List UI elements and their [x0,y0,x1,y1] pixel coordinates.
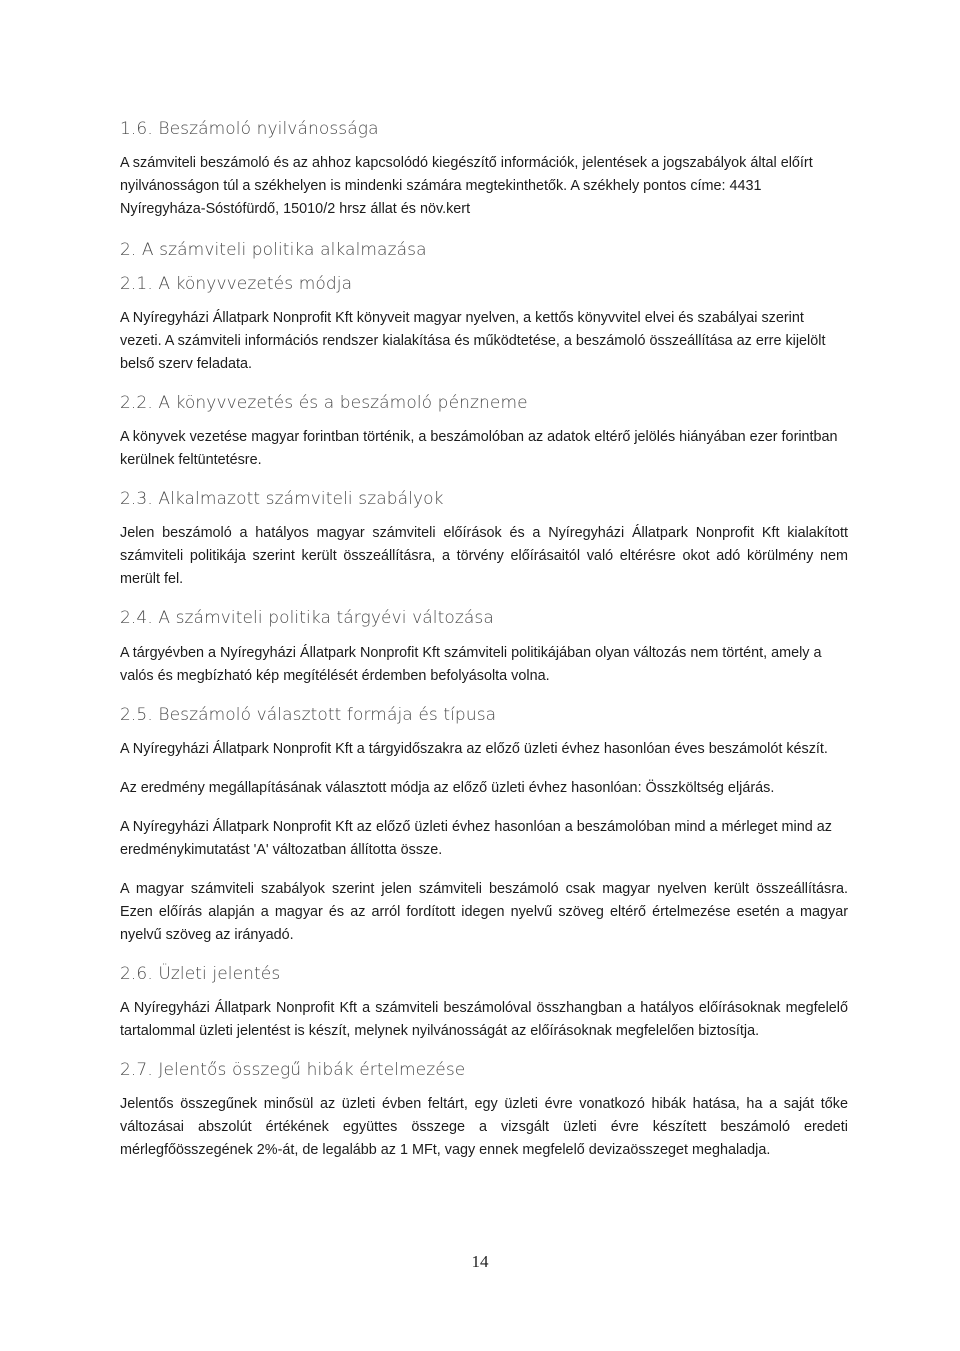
heading-2-1: 2.1. A könyvvezetés módja [120,274,353,295]
paragraph-2-5-d: A magyar számviteli szabályok szerint jelen számviteli beszámoló csak magyar nyelven került összeállításra. Ezen előírás alapján a magyar és az arról fordított idegen nyelvű szöveg eltérő értelmezése esetén a magyar nyelvű szöveg az irányadó. [120,880,848,943]
document-body [120,118,848,1178]
heading-2-5: 2.5. Beszámoló választott formája és típusa [120,704,497,725]
heading-2-7: 2.7. Jelentős összegű hibák értelmezése [120,1059,466,1080]
heading-2-4: 2.4. A számviteli politika tárgyévi változása [120,608,494,629]
heading-2-2: 2.2. A könyvvezetés és a beszámoló pénzneme [120,393,528,414]
heading-1-6: 1.6. Beszámoló nyilvánossága [120,119,379,139]
paragraph-2-1: A Nyíregyházi Állatpark Nonprofit Kft könyveit magyar nyelven, a kettős könyvvitel elvei és szabályai szerint vezeti. A számviteli információs rendszer kialakítása és működtetése, a beszámoló összeállítása az erre kijelölt belső szerv feladata. [120,310,826,373]
paragraph-2-5-a: A Nyíregyházi Állatpark Nonprofit Kft a tárgyidőszakra az előző üzleti évhez hasonlóan éves beszámolót készít. [120,740,828,757]
heading-2-6: 2.6. Üzleti jelentés [120,963,281,984]
page-number: 14 [471,1252,489,1271]
paragraph-2-7: Jelentős összegűnek minősül az üzleti évben feltárt, egy üzleti évre vonatkozó hibák hatása, ha a saját tőke változásai abszolút értékének együttes összege a vizsgált üzleti évre készített beszámoló eredeti mérlegfőösszegének 2%-át, de legalább az 1 MFt, vagy ennek megfelelő devizaösszeget meghaladja. [120,1095,848,1158]
heading-2: 2. A számviteli politika alkalmazása [120,240,427,261]
paragraph-1-6: A számviteli beszámoló és az ahhoz kapcsolódó kiegészítő információk, jelentések a jogszabályok által előírt nyilvánosságon túl a székhelyen is mindenki számára megtekinthetők. A székhely pontos címe: 4431 Nyíregyháza-Sóstófürdő, 15010/2 hrsz állat és növ.kert [120,155,813,218]
paragraph-2-2: A könyvek vezetése magyar forintban történik, a beszámolóban az adatok eltérő jelölés hiányában ezer forintban kerülnek feltüntetésre. [120,429,838,469]
paragraph-2-5-b: Az eredmény megállapításának választott módja az előző üzleti évhez hasonlóan: Összköltség eljárás. [120,779,775,796]
paragraph-2-6: A Nyíregyházi Állatpark Nonprofit Kft a számviteli beszámolóval összhangban a hatályos előírásoknak megfelelő tartalommal üzleti jelentést is készít, melynek nyilvánosságát az előírásoknak megfelelően biztosítja. [120,999,848,1039]
paragraph-2-5-c: A Nyíregyházi Állatpark Nonprofit Kft az előző üzleti évhez hasonlóan a beszámolóban mind a mérleget mind az eredménykimutatást 'A' változatban állította össze. [120,818,832,858]
heading-2-3: 2.3. Alkalmazott számviteli szabályok [120,489,444,510]
paragraph-2-3: Jelen beszámoló a hatályos magyar számviteli előírások és a Nyíregyházi Állatpark Nonprofit Kft kialakított számviteli politikája szerint került összeállításra, a törvény előírásaitól való eltérésre okot adó körülmény nem merült fel. [120,525,848,588]
paragraph-2-4: A tárgyévben a Nyíregyházi Állatpark Nonprofit Kft számviteli politikájában olyan változás nem történt, amely a valós és megbízható kép megítélését érdemben befolyásolta volna. [120,644,822,684]
